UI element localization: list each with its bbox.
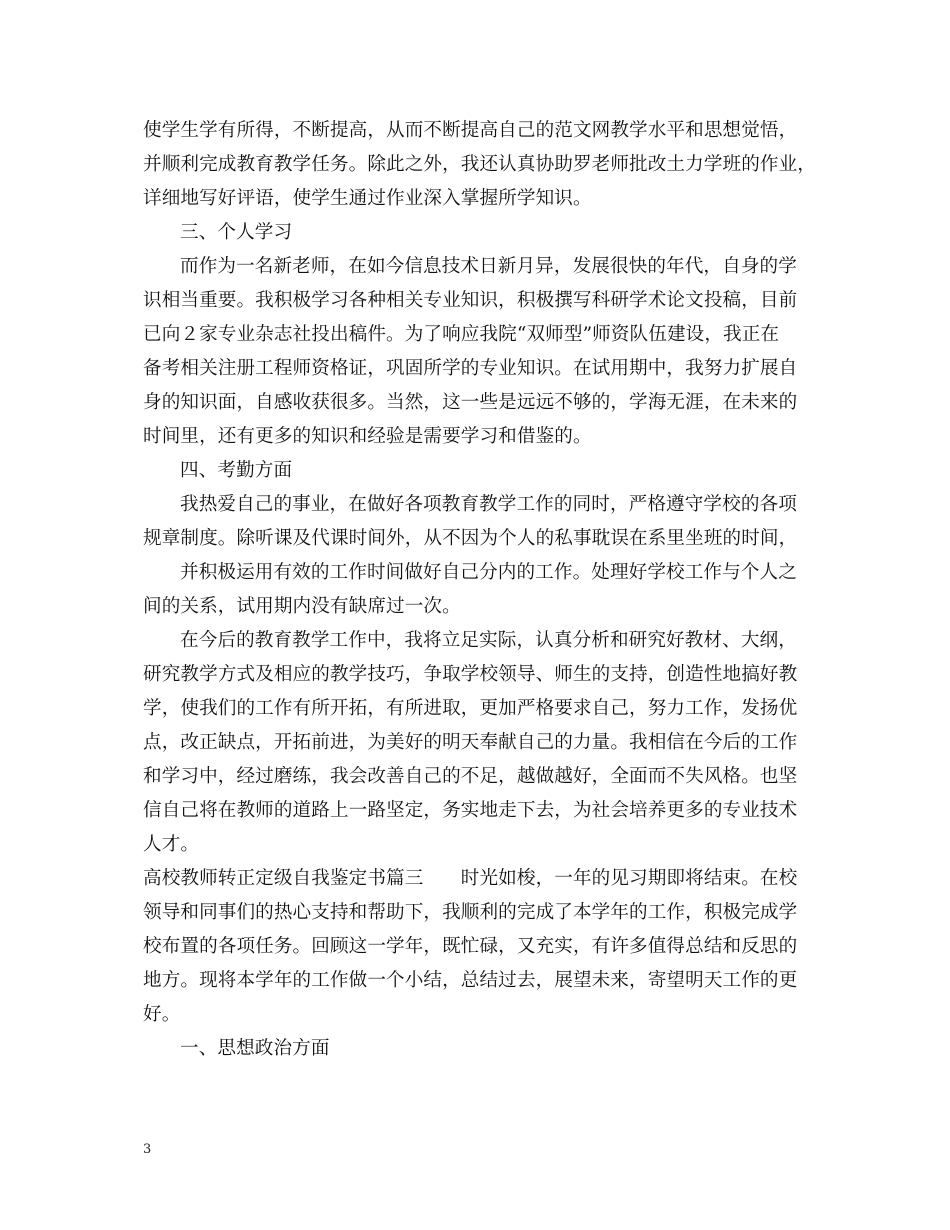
text-line: 点，改正缺点，开拓前进，为美好的明天奉献自己的力量。我相信在今后的工作 xyxy=(143,732,798,753)
text-line: 学，使我们的工作有所开拓，有所进取，更加严格要求自己，努力工作，发扬优 xyxy=(143,698,798,719)
text-line: 研究教学方式及相应的教学技巧，争取学校领导、师生的支持，创造性地搞好教 xyxy=(143,664,798,685)
document-body xyxy=(143,114,831,1066)
text-line: 身的知识面，自感收获很多。当然，这一些是远远不够的，学海无涯，在未来的 xyxy=(143,392,798,413)
text-line: 好。 xyxy=(143,1004,181,1025)
text-line: 详细地写好评语，使学生通过作业深入掌握所学知识。 xyxy=(143,188,592,209)
text-line: 间的关系，试用期内没有缺席过一次。 xyxy=(143,596,461,617)
text-line: 领导和同事们的热心支持和帮助下，我顺利的完成了本学年的工作，积极完成学 xyxy=(143,902,798,923)
text-line: 一、思想政治方面 xyxy=(180,1038,330,1059)
text-line: 识相当重要。我积极学习各种相关专业知识，积极撰写科研学术论文投稿，目前 xyxy=(143,290,798,311)
text-line: 人才。 xyxy=(143,834,200,855)
text-line: 校布置的各项任务。回顾这一学年，既忙碌，又充实，有许多值得总结和反思的 xyxy=(143,936,798,957)
text-line: 使学生学有所得，不断提高，从而不断提高自己的范文网教学水平和思想觉悟， xyxy=(143,120,798,141)
text-line: 高校教师转正定级自我鉴定书篇三 时光如梭，一年的见习期即将结束。在校 xyxy=(143,868,798,889)
text-line: 备考相关注册工程师资格证，巩固所学的专业知识。在试用期中，我努力扩展自 xyxy=(143,358,798,379)
text-line: 在今后的教育教学工作中，我将立足实际，认真分析和研究好教材、大纲， xyxy=(180,630,797,651)
text-line: 四、考勤方面 xyxy=(180,460,293,481)
text-line: 信自己将在教师的道路上一路坚定，务实地走下去，为社会培养更多的专业技术 xyxy=(143,800,798,821)
text-line: 并积极运用有效的工作时间做好自己分内的工作。处理好学校工作与个人之 xyxy=(180,562,797,583)
text-line: 时间里，还有更多的知识和经验是需要学习和借鉴的。 xyxy=(143,426,592,447)
text-line: 并顺利完成教育教学任务。除此之外，我还认真协助罗老师批改土力学班的作业， xyxy=(143,154,816,175)
text-line: 规章制度。除听课及代课时间外，从不因为个人的私事耽误在系里坐班的时间， xyxy=(143,528,798,549)
text-line: 已向２家专业杂志社投出稿件。为了响应我院“双师型”师资队伍建设，我正在 xyxy=(143,324,780,345)
page-number: 3 xyxy=(143,1142,152,1157)
text-line: 而作为一名新老师，在如今信息技术日新月异，发展很快的年代，自身的学 xyxy=(180,256,797,277)
text-line: 三、个人学习 xyxy=(180,222,293,243)
text-line: 地方。现将本学年的工作做一个小结，总结过去，展望未来，寄望明天工作的更 xyxy=(143,970,798,991)
text-line: 和学习中，经过磨练，我会改善自己的不足，越做越好，全面而不失风格。也坚 xyxy=(143,766,798,787)
text-line: 我热爱自己的事业，在做好各项教育教学工作的同时，严格遵守学校的各项 xyxy=(180,494,797,515)
